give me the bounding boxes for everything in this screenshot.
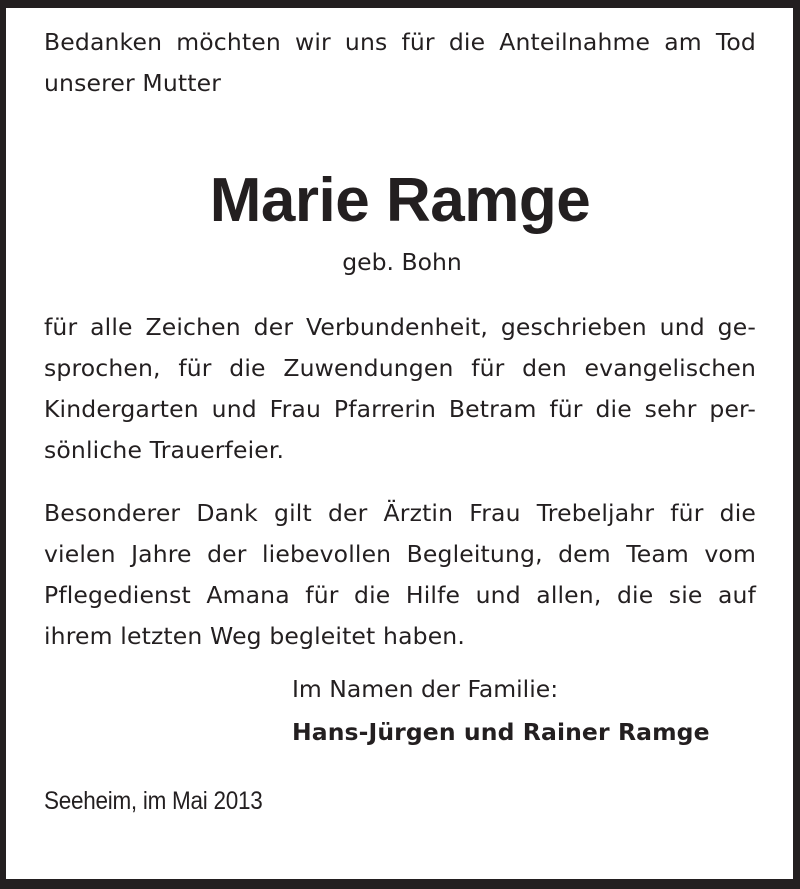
deceased-name: Marie Ramge: [209, 166, 591, 235]
paragraph2-line-3: Pflegedienst Amana für die Hilfe und allen, die sie auf: [44, 581, 756, 609]
paragraph2-line-2: vielen Jahre der liebevollen Begleitung, dem Team vom: [44, 540, 756, 568]
place-date: Seeheim, im Mai 2013: [44, 787, 263, 815]
paragraph1-line-2: sprochen, für die Zuwendungen für den evangelischen: [44, 354, 756, 382]
paragraph2-line-1: Besonderer Dank gilt der Ärztin Frau Trebeljahr für die: [44, 499, 756, 527]
intro-line-2: unserer Mutter: [44, 69, 222, 97]
maiden-name: geb. Bohn: [342, 248, 462, 276]
paragraph1-line-4: sönliche Trauerfeier.: [44, 436, 285, 464]
paragraph1-line-3: Kindergarten und Frau Pfarrerin Betram für die sehr per-: [44, 395, 756, 423]
signature-names: Hans-Jürgen und Rainer Ramge: [292, 718, 710, 746]
signature-label: Im Namen der Familie:: [292, 675, 559, 703]
paragraph2-line-4: ihrem letzten Weg begleitet haben.: [44, 622, 465, 650]
paragraph1-line-1: für alle Zeichen der Verbundenheit, geschrieben und ge-: [44, 313, 756, 341]
intro-line-1: Bedanken möchten wir uns für die Anteilnahme am Tod: [44, 28, 756, 56]
